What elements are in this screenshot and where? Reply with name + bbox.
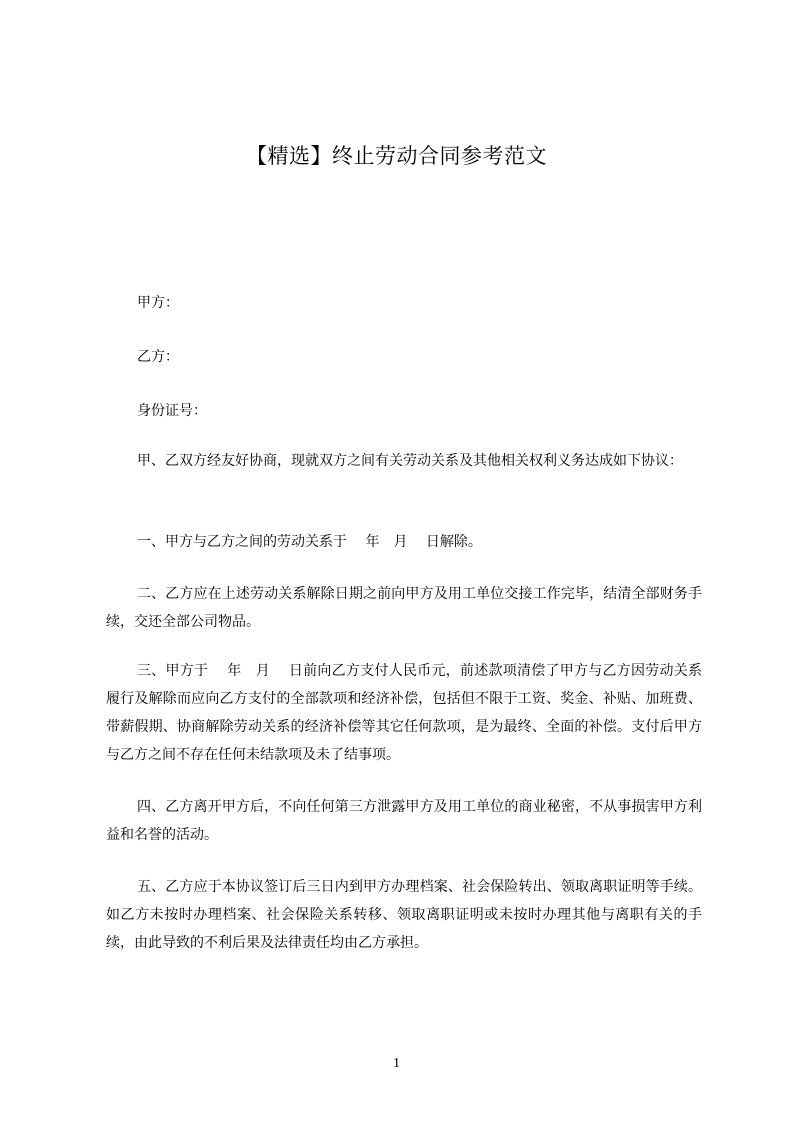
page-number: 1 bbox=[393, 1056, 400, 1071]
id-number-label: 身份证号： bbox=[137, 403, 207, 419]
document-title: 【精选】终止劳动合同参考范文 bbox=[246, 144, 547, 168]
party-b-label: 乙方： bbox=[137, 349, 179, 365]
party-a-label: 甲方： bbox=[137, 295, 179, 311]
clause-5-paragraph: 五、乙方应于本协议签订后三日内到甲方办理档案、社会保险转出、领取离职证明等手续。如乙方未按时办理档案、社会保险关系转移、领取离职证明或未按时办理其他与离职有关的手续，由此导致的不利后果及法律责任均由乙方承担。 bbox=[106, 879, 702, 951]
intro-paragraph: 甲、乙双方经友好协商，现就双方之间有关劳动关系及其他相关权利义务达成如下协议： bbox=[137, 453, 683, 469]
clause-4-paragraph: 四、乙方离开甲方后，不向任何第三方泄露甲方及用工单位的商业秘密，不从事损害甲方利益和名誉的活动。 bbox=[106, 799, 702, 843]
clause-2-paragraph: 二、乙方应在上述劳动关系解除日期之前向甲方及用工单位交接工作完毕，结清全部财务手续，交还全部公司物品。 bbox=[106, 586, 702, 630]
clause-1-paragraph: 一、甲方与乙方之间的劳动关系于 年 月 日解除。 bbox=[137, 534, 482, 550]
clause-3-paragraph: 三、甲方于 年 月 日前向乙方支付人民币元，前述款项清偿了甲方与乙方因劳动关系履行及解除而应向乙方支付的全部款项和经济补偿，包括但不限于工资、奖金、补贴、加班费、带薪假期、协商解除劳动关系的经济补偿等其它任何款项，是为最终、全面的补偿。支付后甲方与乙方之间不存在任何未结款项及未了结事项。 bbox=[106, 663, 702, 763]
